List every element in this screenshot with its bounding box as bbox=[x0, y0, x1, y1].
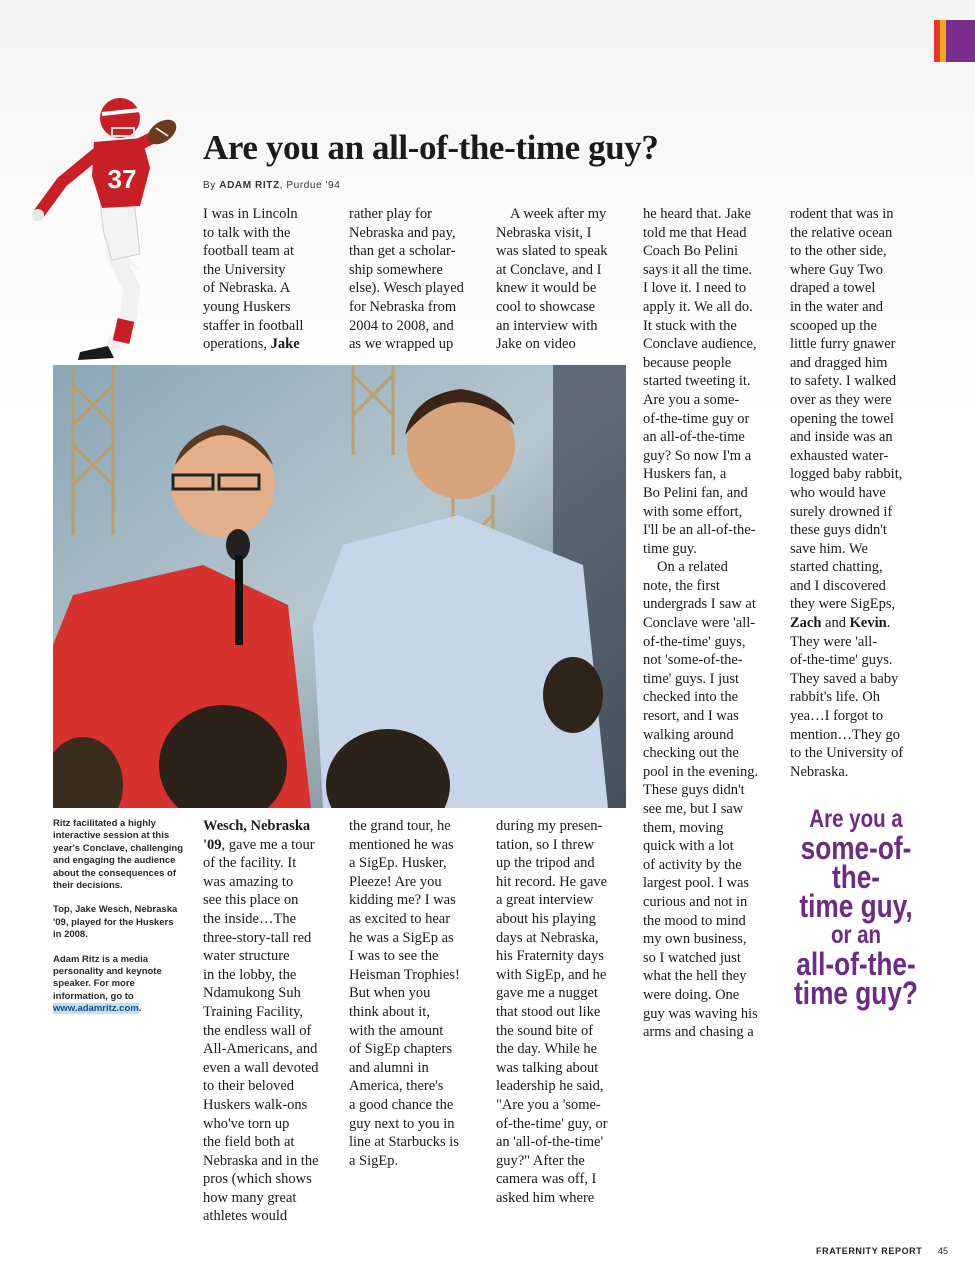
body-text: rodent that was in the relative ocean to the other side, where Guy Two draped a towel in the water and scooped up the little furry gnawer and dragged him to safety. I walked over as they were opening the towel and inside was an exhausted water- logged baby rabbit, who would have surely drowned if these guys didn't save him. We started chatting, and I discovered they were SigEps, bbox=[790, 206, 903, 613]
column-3-top bbox=[496, 205, 638, 354]
bold-name: Wesch, Nebraska '09 bbox=[203, 818, 311, 853]
column-2-top bbox=[349, 205, 491, 354]
column-4 bbox=[643, 205, 785, 1042]
caption-text: Ritz facilitated a highly interactive session at this year's Conclave, challenging and engaging the audience about the consequences of their decisions. bbox=[53, 818, 184, 892]
conclave-photo bbox=[53, 365, 626, 808]
website-link[interactable]: www.adamritz.com bbox=[53, 1003, 139, 1015]
bold-name: Kevin bbox=[849, 615, 887, 632]
author-bio: Adam Ritz is a media personality and keynote speaker. For more information, go to bbox=[53, 953, 162, 1002]
pull-quote-line: all-of-the- time guy? bbox=[794, 946, 918, 1011]
pull-quote-line: or an bbox=[830, 921, 882, 949]
football-player-image bbox=[22, 84, 202, 366]
column-3-bottom bbox=[496, 817, 638, 1207]
column-2-bottom bbox=[349, 817, 491, 1170]
bold-name: Jake bbox=[270, 336, 300, 353]
author-affiliation: , Purdue '94 bbox=[279, 180, 341, 191]
column-1-top bbox=[203, 205, 345, 354]
pull-quote-line: Are you a bbox=[809, 805, 903, 833]
pull-quote-line: some-of-the- time guy, bbox=[799, 830, 913, 924]
body-text: rather play for Nebraska and pay, than get a scholar- ship somewhere else). Wesch played for Nebraska from 2004 to 2008, and as we wrapped up bbox=[349, 206, 464, 353]
body-text: and bbox=[821, 615, 850, 632]
column-1-bottom bbox=[203, 817, 345, 1226]
body-text: , gave me a tour of the facility. It was amazing to see this place on the inside…The three-story-tall red water structure in the lobby, the Ndamukong Suh Training Facility, the endless wall of All-Americans, and even a wall devoted to their beloved Huskers walk-ons who've torn up the field both at Nebraska and in the pros (which shows how many great athletes would bbox=[203, 836, 319, 1225]
body-text: he heard that. Jake told me that Head Coach Bo Pelini says it all the time. I love it. I need to apply it. We all do. It stuck with the Conclave audience, because people started tweeting it. Are you a some- of-the-time guy or an all-of-the-time guy? So now I'm a Huskers fan, a Bo Pelini fan, and with some effort, I'll be an all-of-the- time guy. bbox=[643, 206, 757, 557]
body-text: during my presen- tation, so I threw up the tripod and hit record. He gave a great interview about his playing days at Nebraska, his Fraternity days with SigEp, and he gave me a nugget that stood out like the sound bite of the day. While he was talking about leadership he said, "Are you a 'some- of-the-time' guy, or an 'all-of-the-time' guy?" After the camera was off, I asked him where bbox=[496, 818, 608, 1206]
publication-name: FRATERNITY REPORT bbox=[816, 1246, 923, 1256]
body-text: A week after my Nebraska visit, I was slated to speak at Conclave, and I knew it would be cool to showcase an interview with Jake on video bbox=[496, 206, 608, 353]
caption-text: Top, Jake Wesch, Nebraska '09, played for the Huskers in 2008. bbox=[53, 904, 178, 941]
body-text: On a related note, the first undergrads I saw at Conclave were 'all- of-the-time' guys, not 'some-of-the- time' guys. I just checked into the resort, and I was walking around checking out the pool in the evening. These guys didn't see me, but I saw them, moving quick with a lot of activity by the largest pool. I was curious and not in the mood to mind my own business, so I watched just what the hell they were doing. One guy was waving his arms and chasing a bbox=[643, 559, 759, 1041]
author-name: ADAM RITZ bbox=[219, 180, 280, 191]
pull-quote bbox=[777, 805, 934, 1011]
jersey-number: 37 bbox=[107, 164, 137, 194]
bold-name: Zach bbox=[790, 615, 822, 632]
body-text: I was in Lincoln to talk with the football team at the University of Nebraska. A young Huskers staffer in football operations, bbox=[203, 206, 304, 353]
caption-end: . bbox=[138, 1003, 142, 1015]
photo-caption bbox=[53, 818, 193, 1028]
byline-prefix: By bbox=[203, 180, 216, 191]
article-title: Are you an all-of-the-time guy? bbox=[203, 128, 659, 167]
byline bbox=[203, 180, 340, 191]
column-5 bbox=[790, 205, 932, 781]
body-text: the grand tour, he mentioned he was a SigEp. Husker, Pleeze! Are you kidding me? I was as excited to hear he was a SigEp as I was to see the Heisman Trophies! But when you think about it, with the amount of SigEp chapters and alumni in America, there's a good chance the guy next to you in line at Starbucks is a SigEp. bbox=[349, 818, 460, 1169]
section-tab-purple bbox=[946, 20, 975, 62]
page-number: 45 bbox=[938, 1246, 949, 1256]
body-text: . They were 'all- of-the-time' guys. They saved a baby rabbit's life. Oh yea…I forgot to mention…They go to the University of Nebraska. bbox=[790, 615, 904, 780]
